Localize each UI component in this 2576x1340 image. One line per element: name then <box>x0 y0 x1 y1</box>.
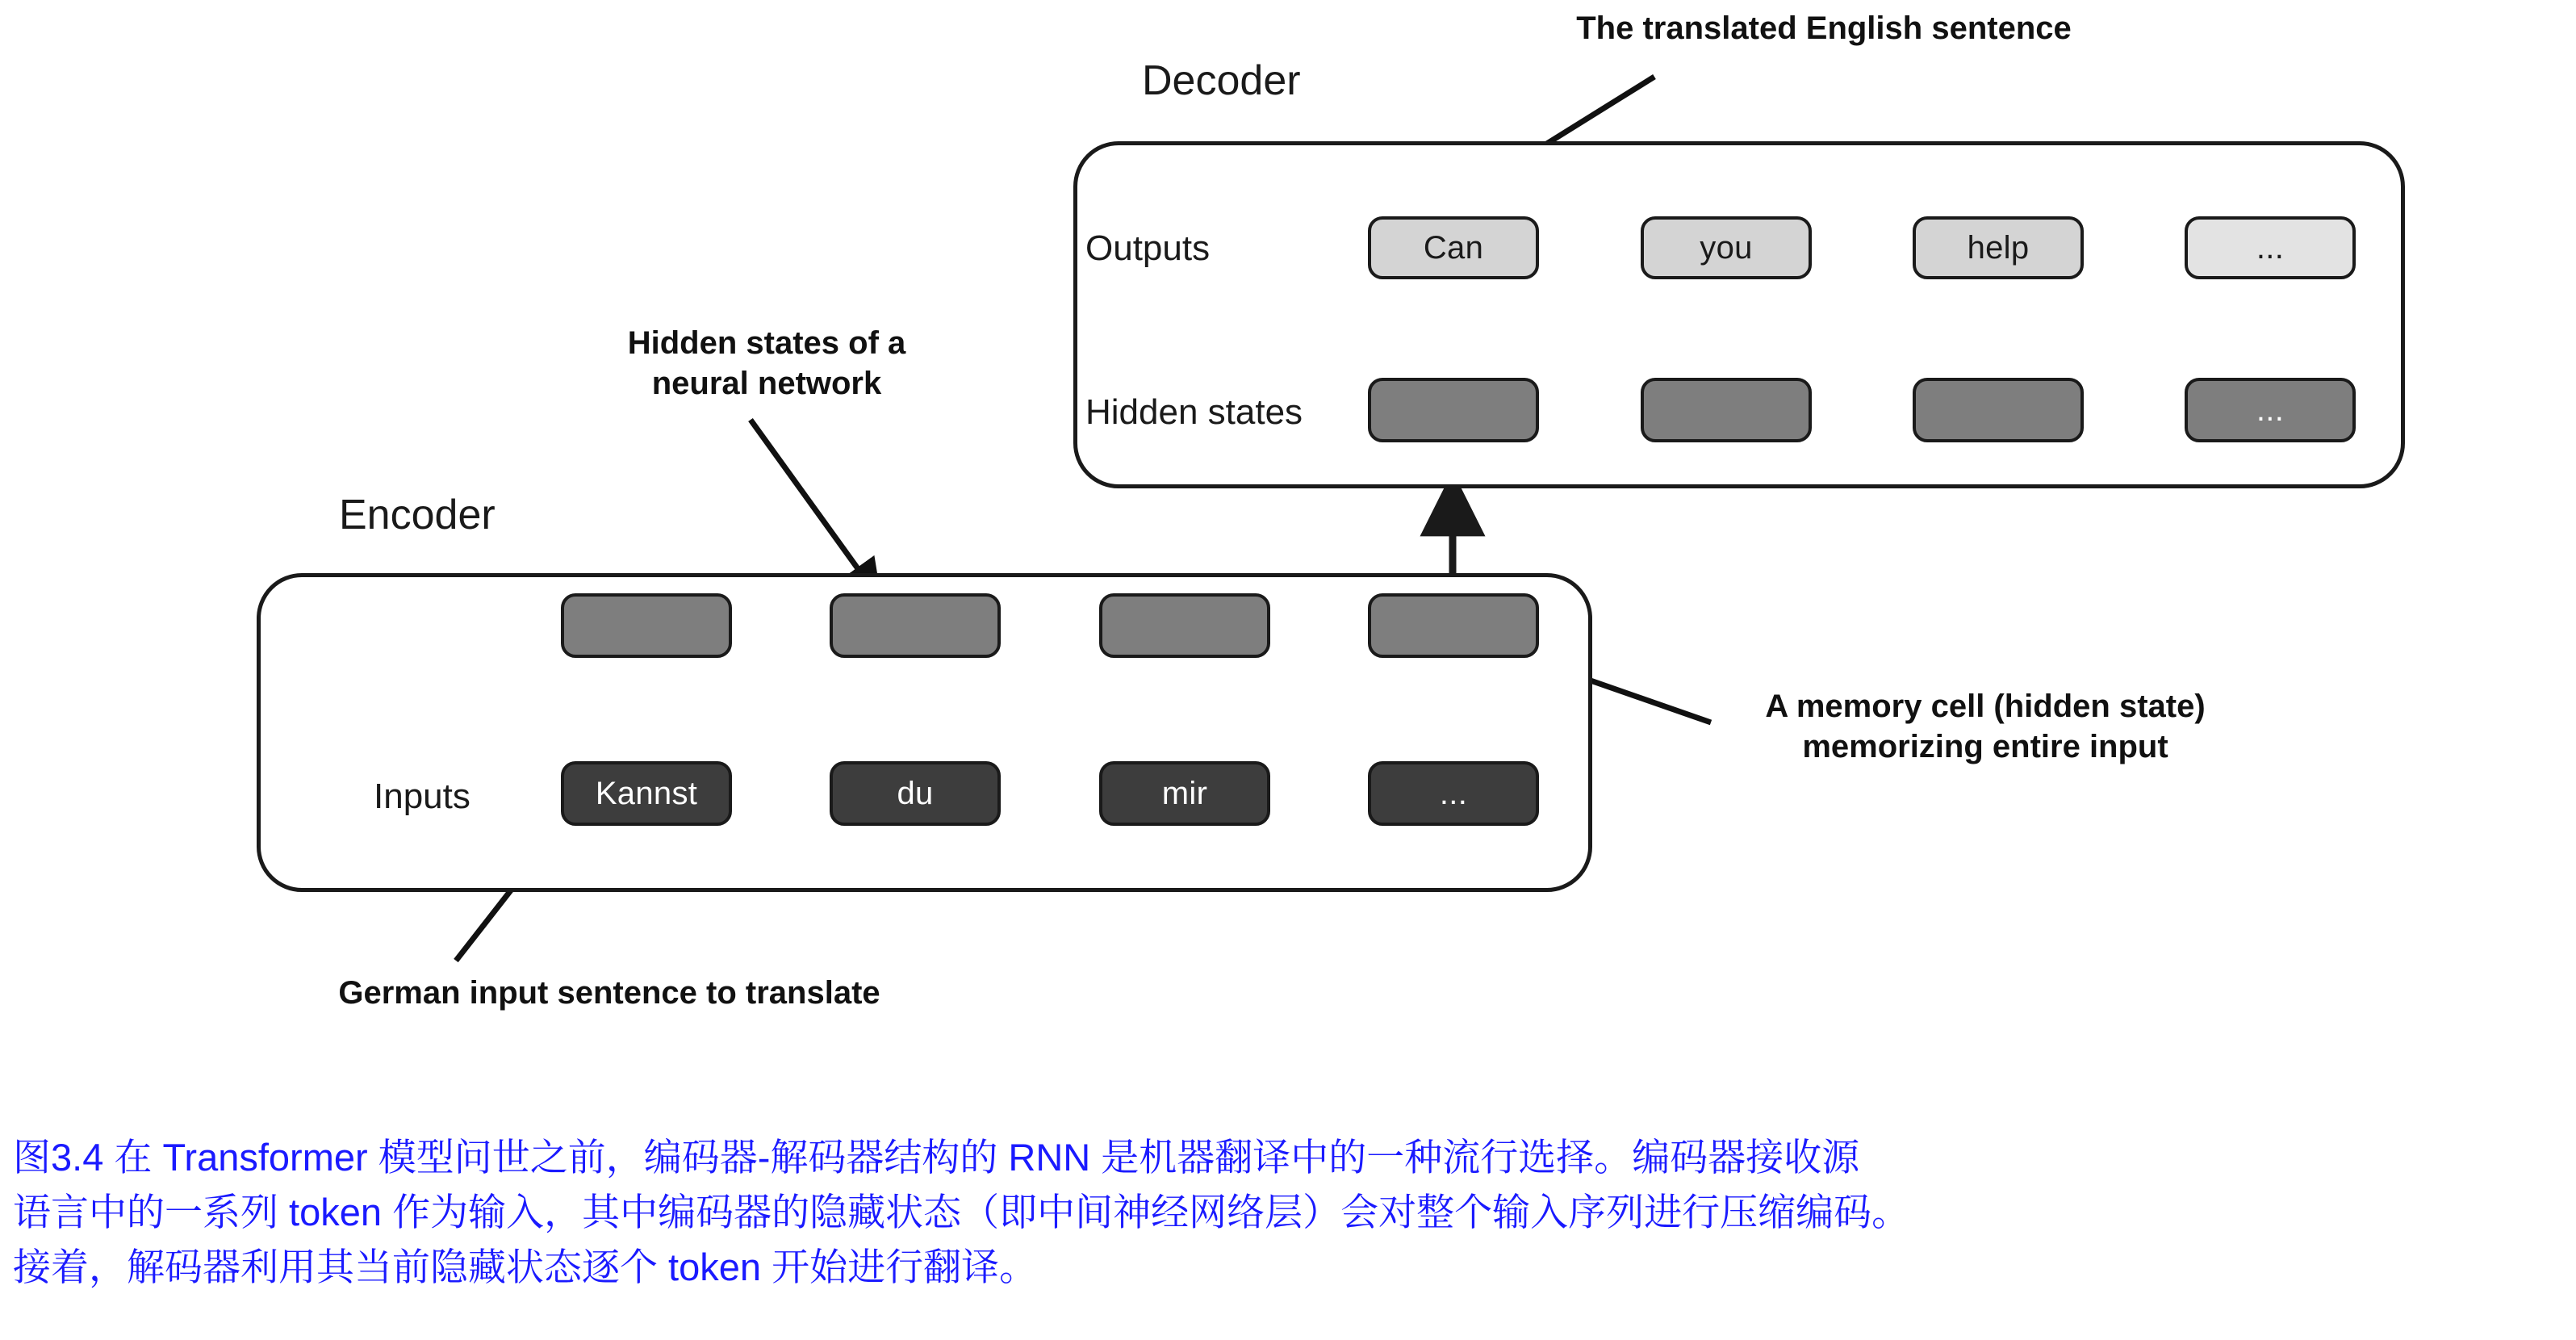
encoder-title: Encoder <box>339 492 496 538</box>
encoder-hidden-cell-1[interactable] <box>830 593 1001 658</box>
annotation-hidden-states-line1: Hidden states of a <box>627 325 906 361</box>
decoder-hidden-label: Hidden states <box>1085 392 1303 432</box>
caption-line-3: 接着，解码器利用其当前隐藏状态逐个 token 开始进行翻译。 <box>13 1246 1038 1289</box>
decoder-hidden-cell-1[interactable] <box>1641 378 1812 442</box>
decoder-output-cell-1[interactable]: you <box>1641 216 1812 279</box>
annotation-translated-sentence: The translated English sentence <box>1576 10 2072 46</box>
encoder-hidden-cell-2[interactable] <box>1099 593 1270 658</box>
annotation-hidden-states-line2: neural network <box>651 366 882 401</box>
encoder-input-cell-2[interactable]: mir <box>1099 761 1270 826</box>
encoder-hidden-cell-3[interactable] <box>1368 593 1539 658</box>
decoder-outputs-label: Outputs <box>1085 228 1211 268</box>
encoder-input-cell-3[interactable]: ... <box>1368 761 1539 826</box>
decoder-hidden-cell-2[interactable] <box>1913 378 2084 442</box>
annotation-memory-cell-line2: memorizing entire input <box>1802 729 2168 764</box>
annotation-german-input: German input sentence to translate <box>338 975 880 1011</box>
encoder-input-cell-0[interactable]: Kannst <box>561 761 732 826</box>
decoder-output-cell-2[interactable]: help <box>1913 216 2084 279</box>
decoder-output-cell-3[interactable]: ... <box>2185 216 2356 279</box>
figure-caption <box>13 1130 2563 1295</box>
encoder-input-cell-1[interactable]: du <box>830 761 1001 826</box>
caption-line-2: 语言中的一系列 token 作为输入，其中编码器的隐藏状态（即中间神经网络层）会对整个输入序列进行压缩编码。 <box>13 1191 1910 1234</box>
annotation-memory-cell-line1: A memory cell (hidden state) <box>1765 689 2206 724</box>
decoder-hidden-cell-0[interactable] <box>1368 378 1539 442</box>
encoder-hidden-cell-0[interactable] <box>561 593 732 658</box>
decoder-hidden-cell-3[interactable]: ... <box>2185 378 2356 442</box>
decoder-title: Decoder <box>1142 57 1301 104</box>
encoder-inputs-label: Inputs <box>374 777 470 816</box>
caption-line-1: 图3.4 在 Transformer 模型问世之前，编码器-解码器结构的 RNN 是机器翻译中的一种流行选择。编码器接收源 <box>13 1136 1860 1179</box>
decoder-output-cell-0[interactable]: Can <box>1368 216 1539 279</box>
